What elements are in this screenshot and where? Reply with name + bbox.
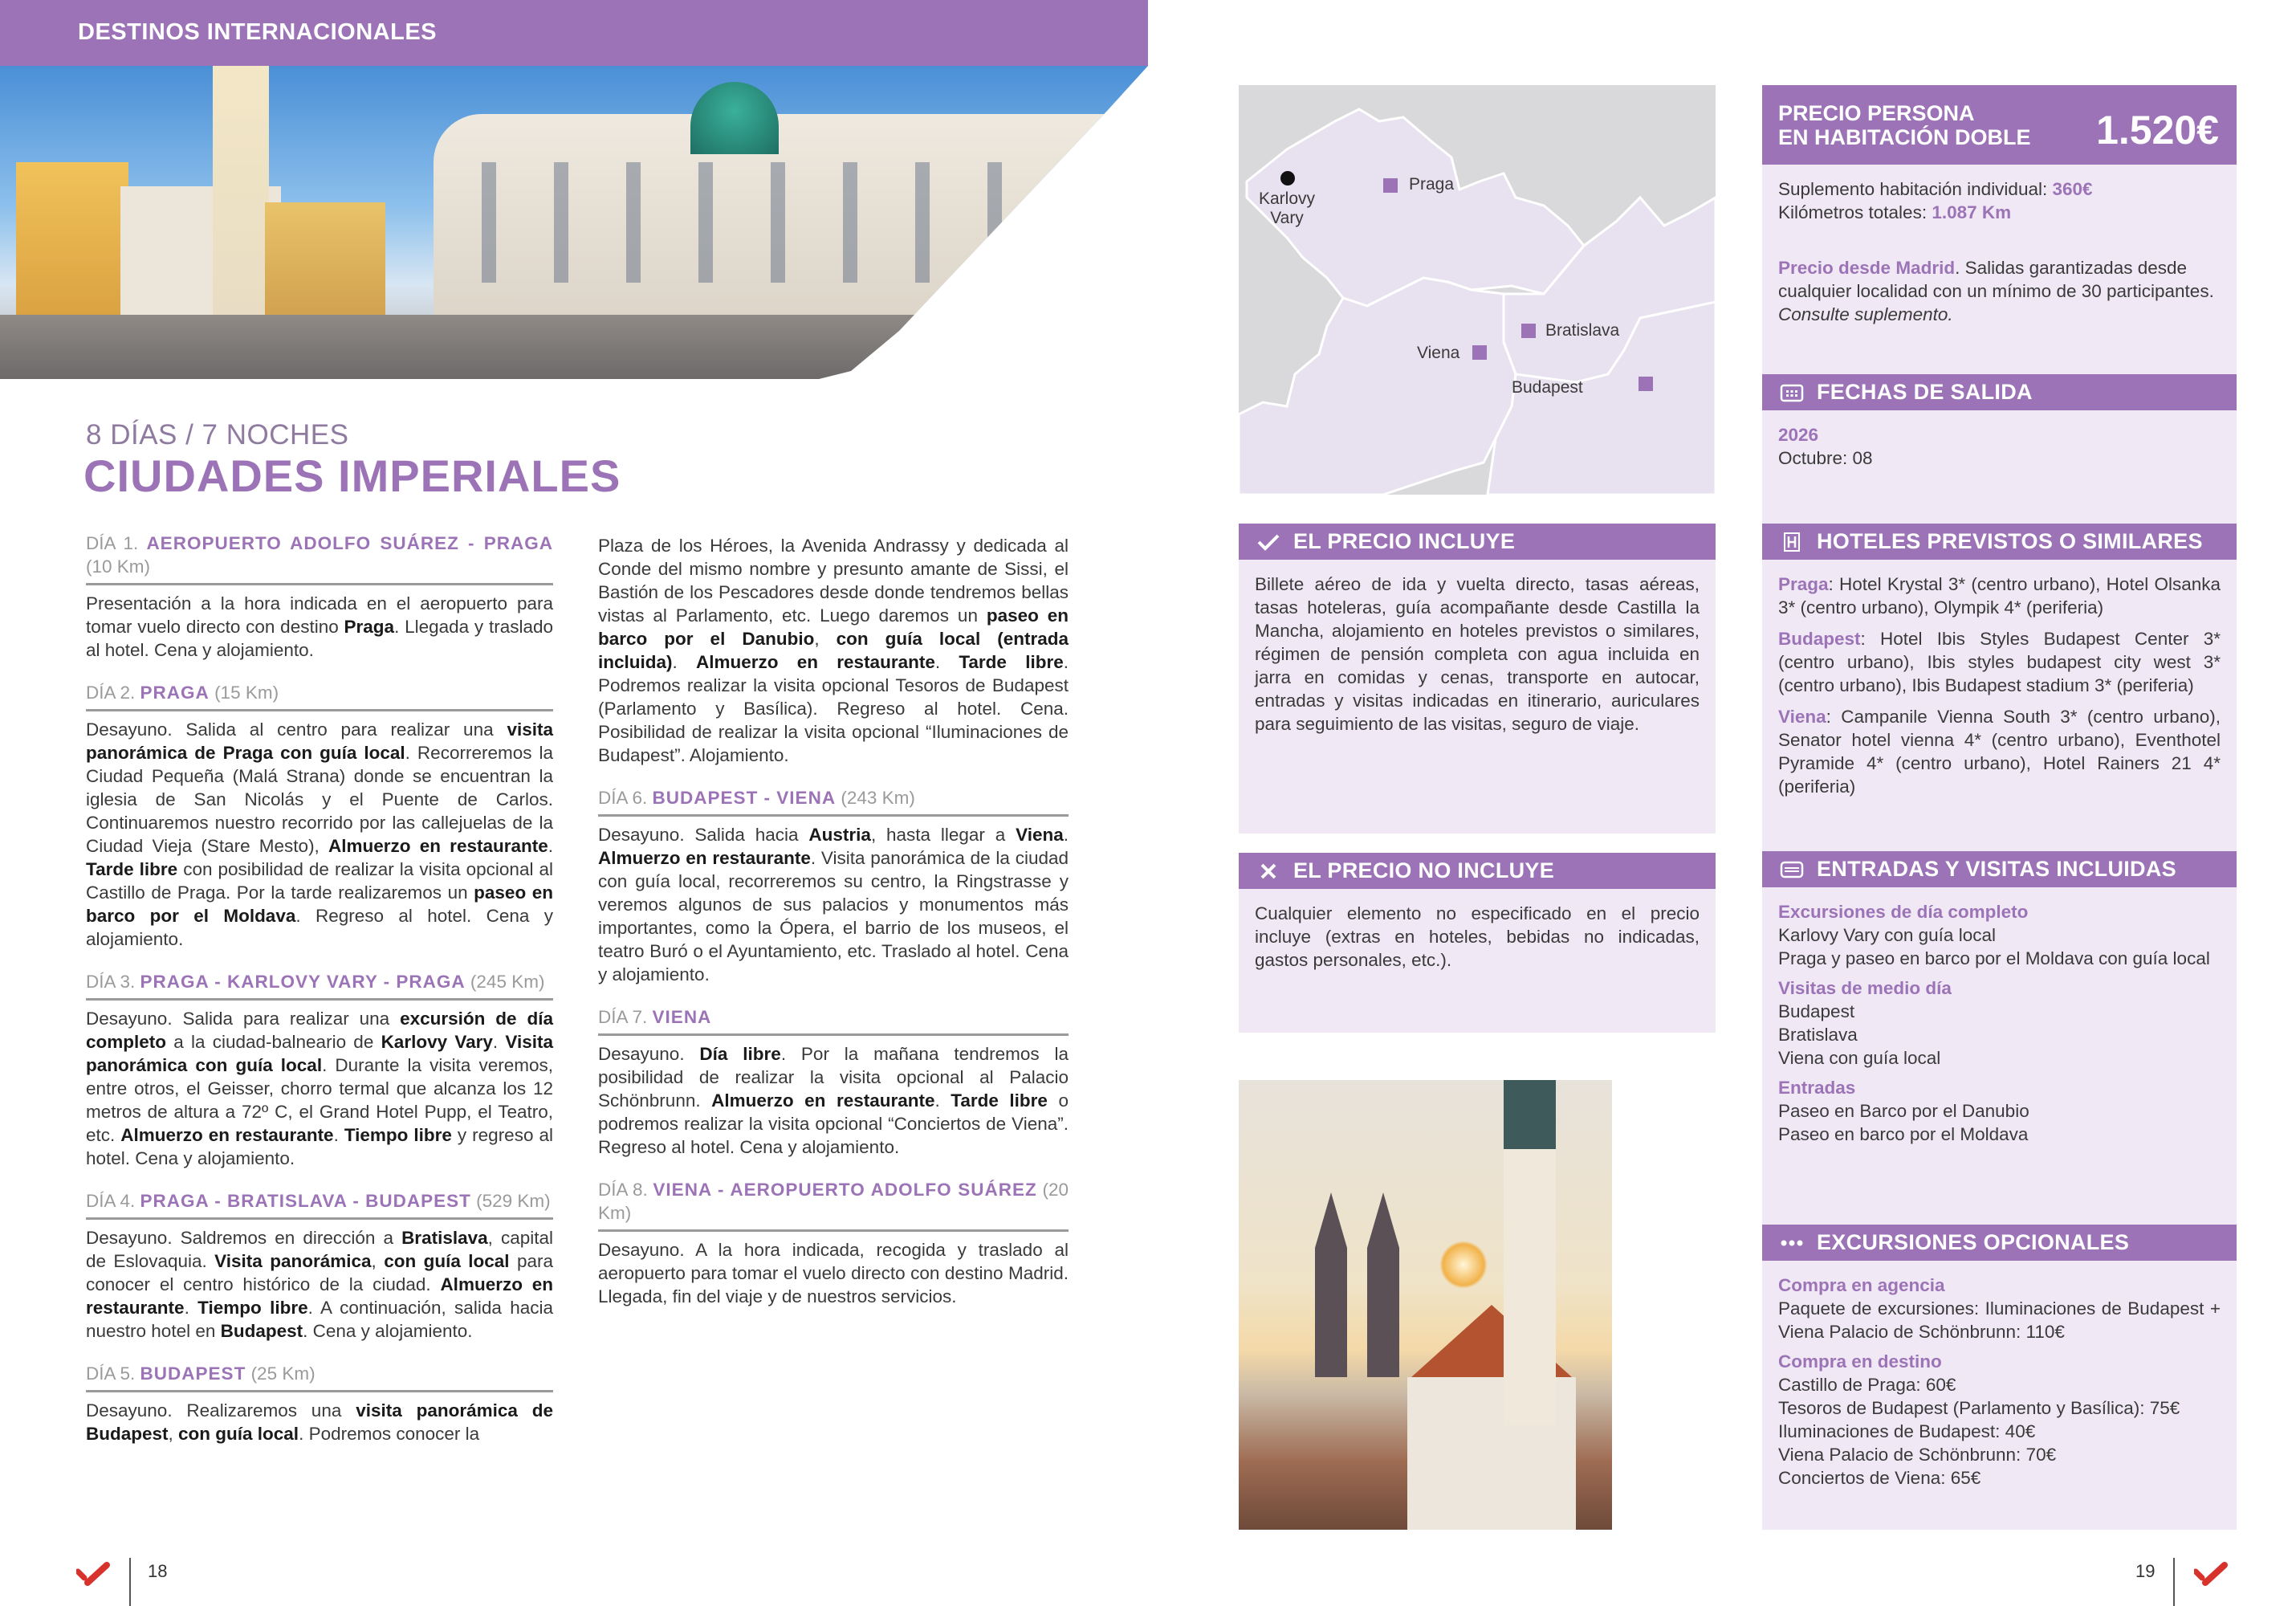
price-label: PRECIO PERSONA EN HABITACIÓN DOBLE bbox=[1778, 101, 2031, 149]
check-icon bbox=[1256, 533, 1280, 551]
list-item: Viena Palacio de Schönbrunn: 70€ bbox=[1778, 1445, 2057, 1465]
departure-dates-title: FECHAS DE SALIDA bbox=[1817, 380, 2033, 404]
price-amount: 1.520€ bbox=[2096, 108, 2219, 153]
optional-excursions-title: EXCURSIONES OPCIONALES bbox=[1817, 1230, 2130, 1254]
day-heading: DÍA 3. PRAGA - KARLOVY VARY - PRAGA (245 Km) bbox=[86, 970, 553, 1001]
dots-icon bbox=[1780, 1239, 1804, 1247]
day-heading: DÍA 6. BUDAPEST - VIENA (243 Km) bbox=[598, 786, 1069, 817]
hotel-city-entry: Praga: Hotel Krystal 3* (centro urbano), Hotel Olsanka 3* (centro urbano), Olympik 4* (periferia) bbox=[1778, 574, 2221, 618]
hotels-header bbox=[1762, 524, 2237, 560]
price-excludes-text: Cualquier elemento no especificado en el precio incluye (extras en hoteles, bebidas no indicadas, gastos personales, etc.). bbox=[1255, 903, 1700, 970]
list-item: Budapest bbox=[1778, 1001, 1855, 1021]
itinerary-day-6 bbox=[598, 786, 1069, 986]
viena-marker bbox=[1472, 345, 1487, 360]
list-group bbox=[1778, 1274, 2221, 1343]
day-description: Desayuno. Saldremos en dirección a Bratislava, capital de Eslovaquia. Visita panorámica, con guía local para conocer el centro histórico de la ciudad. Almuerzo en restaurante. Tiempo libre. A continuación, salida hacia nuestro hotel en Budapest. Cena y alojamiento. bbox=[86, 1228, 554, 1341]
list-item: Paquete de excursiones: Iluminaciones de Budapest + Viena Palacio de Schönbrunn: 110€ bbox=[1778, 1298, 2221, 1342]
price-from-label: Precio desde Madrid bbox=[1778, 258, 1956, 278]
day-description: Desayuno. Salida al centro para realizar una visita panorámica de Praga con guía local. Recorreremos la Ciudad Pequeña (Malá Strana) donde se encuentran la iglesia de San Nicolás y el Puente de Carlos. Continuaremos nuestro recorrido por las callejuelas de la Ciudad Vieja (Stare Mesto), Almuerzo en restaurante. Tarde libre con posibilidad de realizar la visita opcional al Castillo de Praga. Por la tarde realizaremos un paseo en barco por el Moldava. Regreso al hotel. Cena y alojamiento. bbox=[86, 719, 554, 949]
price-includes-text: Billete aéreo de ida y vuelta directo, tasas aéreas, tasas hoteleras, guía acompañante desde Castilla la Mancha, alojamiento en hoteles previstos o similares, régimen de pensión completa con agua incluida en jarra en comidas y cenas, transporte en autocar, entradas y visitas indicadas en itinerario, auriculares para seguimiento de las visitas, seguro de viaje. bbox=[1255, 574, 1700, 734]
list-item: Paseo en barco por el Moldava bbox=[1778, 1124, 2029, 1144]
list-group bbox=[1778, 900, 2221, 970]
price-box bbox=[1762, 85, 2237, 374]
footer-divider-right bbox=[2173, 1558, 2175, 1606]
list-item: Bratislava bbox=[1778, 1025, 1858, 1045]
list-item: Viena con guía local bbox=[1778, 1048, 1941, 1068]
day-heading: DÍA 2. PRAGA (15 Km) bbox=[86, 681, 553, 711]
price-includes-box bbox=[1239, 524, 1716, 834]
list-group bbox=[1778, 976, 2221, 1070]
map-regions bbox=[1239, 85, 1716, 495]
day-description: Desayuno. Realizaremos una visita panorámica de Budapest, con guía local. Podremos conocer la bbox=[86, 1400, 553, 1444]
day-heading: DÍA 4. PRAGA - BRATISLAVA - BUDAPEST (529 Km) bbox=[86, 1189, 553, 1220]
list-item: Castillo de Praga: 60€ bbox=[1778, 1375, 1956, 1395]
optional-excursions-list bbox=[1762, 1261, 2237, 1509]
praga-marker bbox=[1383, 178, 1398, 193]
tour-duration: 8 DÍAS / 7 NOCHES bbox=[86, 419, 349, 450]
list-item: Paseo en Barco por el Danubio bbox=[1778, 1101, 2029, 1121]
included-visits-box bbox=[1762, 851, 2237, 1225]
price-excludes-header bbox=[1239, 853, 1716, 889]
bratislava-marker bbox=[1521, 324, 1536, 338]
hotels-list bbox=[1762, 560, 2237, 819]
footer-divider-left bbox=[129, 1558, 131, 1606]
section-label: DESTINOS INTERNACIONALES bbox=[78, 19, 438, 45]
list-group-heading: Visitas de medio día bbox=[1778, 978, 1952, 998]
price-details: Suplemento habitación individual: 360€ Kilómetros totales: 1.087 Km Precio desde Madrid. Salidas garantizadas desde cualquier localidad con un mínimo de 30 participantes. Consulte suplemento. bbox=[1778, 179, 2214, 324]
list-group bbox=[1778, 1350, 2221, 1490]
departure-year: 2026 bbox=[1778, 425, 1819, 445]
hero-image-vienna bbox=[0, 66, 1148, 379]
price-includes-title: EL PRECIO INCLUYE bbox=[1293, 529, 1516, 553]
price-header bbox=[1762, 85, 2237, 165]
itinerary-column-middle bbox=[598, 534, 1069, 1327]
day-heading: DÍA 7. VIENA bbox=[598, 1005, 1069, 1036]
optional-excursions-header bbox=[1762, 1225, 2237, 1261]
map-label-budapest: Budapest bbox=[1512, 378, 1583, 397]
calendar-icon bbox=[1780, 383, 1804, 402]
hotel-city-entry: Viena: Campanile Vienna South 3* (centro urbano), Senator hotel vienna 4* (centro urbano), Eventhotel Pyramide 4* (centro urbano), Hotel Rainers 21 4* (periferia) bbox=[1778, 707, 2221, 797]
single-supplement-value: 360€ bbox=[2052, 179, 2093, 199]
day-description: Desayuno. A la hora indicada, recogida y traslado al aeropuerto para tomar el vuelo directo con destino Madrid. Llegada, fin del viaje y de nuestros servicios. bbox=[598, 1240, 1069, 1306]
day-description: Desayuno. Día libre. Por la mañana tendremos la posibilidad de realizar la visita opcional al Palacio Schönbrunn. Almuerzo en restaurante. Tarde libre o podremos realizar la visita opcional “Conciertos de Viena”. Regreso al hotel. Cena y alojamiento. bbox=[598, 1044, 1069, 1157]
itinerary-day-1 bbox=[86, 532, 553, 662]
route-map bbox=[1239, 85, 1716, 495]
map-label-karlovy-vary: Karlovy Vary bbox=[1259, 190, 1316, 227]
list-item: Praga y paseo en barco por el Moldava con guía local bbox=[1778, 948, 2210, 968]
list-item: Karlovy Vary con guía local bbox=[1778, 925, 1996, 945]
tour-title: CIUDADES IMPERIALES bbox=[83, 450, 621, 501]
itinerary-day-8 bbox=[598, 1178, 1069, 1308]
included-visits-list bbox=[1762, 887, 2237, 1165]
day-description: Desayuno. Salida hacia Austria, hasta llegar a Viena. Almuerzo en restaurante. Visita panorámica de la ciudad con guía local, recorreremos su centro, la Ringstrasse y veremos algunos de sus palacios y monumentos más importantes, como la Ópera, el barrio de los museos, el teatro Buró o el Ayuntamiento, etc. Traslado al hotel. Cena y alojamiento. bbox=[598, 825, 1069, 984]
ticket-icon bbox=[1780, 861, 1804, 878]
list-item: Conciertos de Viena: 65€ bbox=[1778, 1468, 1981, 1488]
included-visits-header bbox=[1762, 851, 2237, 887]
price-includes-header bbox=[1239, 524, 1716, 560]
itinerary-day-4 bbox=[86, 1189, 553, 1343]
brand-logo-left bbox=[76, 1562, 110, 1586]
departure-dates-box bbox=[1762, 374, 2237, 524]
day-description: Desayuno. Salida para realizar una excursión de día completo a la ciudad-balneario de Karlovy Vary. Visita panorámica con guía local. Durante la visita veremos, entre otros, el Geisser, chorro termal que alcanza los 12 metros de altura a 72º C, el Grand Hotel Pupp, el Teatro, etc. Almuerzo en restaurante. Tiempo libre y regreso al hotel. Cena y alojamiento. bbox=[86, 1009, 554, 1168]
list-item: Iluminaciones de Budapest: 40€ bbox=[1778, 1421, 2036, 1441]
list-group-heading: Excursiones de día completo bbox=[1778, 902, 2029, 922]
itinerary-day-2 bbox=[86, 681, 553, 951]
itinerary-column-left bbox=[86, 532, 553, 1465]
map-label-viena: Viena bbox=[1417, 344, 1460, 362]
list-item: Tesoros de Budapest (Parlamento y Basílica): 75€ bbox=[1778, 1398, 2180, 1418]
karlovy-vary-marker bbox=[1280, 171, 1295, 185]
departure-dates-header bbox=[1762, 374, 2237, 410]
optional-excursions-box bbox=[1762, 1225, 2237, 1530]
list-group-heading: Compra en agencia bbox=[1778, 1275, 1945, 1295]
map-label-bratislava: Bratislava bbox=[1545, 321, 1620, 340]
page-number-left: 18 bbox=[148, 1561, 168, 1581]
itinerary-day-3 bbox=[86, 970, 553, 1170]
map-label-praga: Praga bbox=[1409, 175, 1455, 194]
hotels-box bbox=[1762, 524, 2237, 851]
hotel-icon bbox=[1780, 532, 1804, 552]
itinerary-day-7 bbox=[598, 1005, 1069, 1159]
included-visits-title: ENTRADAS Y VISITAS INCLUIDAS bbox=[1817, 857, 2176, 881]
departure-date: Octubre: 08 bbox=[1778, 448, 1873, 468]
close-icon bbox=[1256, 862, 1280, 880]
page-number-right: 19 bbox=[2135, 1561, 2156, 1581]
list-group-heading: Entradas bbox=[1778, 1078, 1856, 1098]
itinerary-day-5 bbox=[86, 1362, 553, 1445]
price-excludes-title: EL PRECIO NO INCLUYE bbox=[1293, 858, 1555, 882]
list-group bbox=[1778, 1076, 2221, 1146]
day-heading: DÍA 8. VIENA - AEROPUERTO ADOLFO SUÁREZ (20 Km) bbox=[598, 1178, 1069, 1232]
price-excludes-box bbox=[1239, 853, 1716, 1033]
brand-logo-right bbox=[2194, 1562, 2228, 1586]
prague-photo bbox=[1239, 1080, 1612, 1530]
list-group-heading: Compra en destino bbox=[1778, 1351, 1942, 1372]
budapest-marker bbox=[1639, 377, 1653, 391]
day-heading: DÍA 1. AEROPUERTO ADOLFO SUÁREZ - PRAGA (10 Km) bbox=[86, 532, 553, 585]
day-5-continued: Plaza de los Héroes, la Avenida Andrassy y dedicada al Conde del mismo nombre y presunto amante de Sissi, el Bastión de los Pescadores desde donde tendremos bellas vistas al Parlamento, etc. Luego daremos un paseo en barco por el Danubio, con guía local (entrada incluida). Almuerzo en restaurante. Tarde libre. Podremos realizar la visita opcional Tesoros de Budapest (Parlamento y Basílica). Regreso al hotel. Cena. Posibilidad de realizar la visita opcional “Iluminaciones de Budapest”. Alojamiento. bbox=[598, 536, 1069, 765]
day-heading: DÍA 5. BUDAPEST (25 Km) bbox=[86, 1362, 553, 1392]
section-header-bar bbox=[0, 0, 1148, 66]
hotel-city-entry: Budapest: Hotel Ibis Styles Budapest Center 3* (centro urbano), Ibis styles budapest city west 3* (centro urbano), Ibis Budapest stadium 3* (periferia) bbox=[1778, 629, 2221, 695]
hotels-title: HOTELES PREVISTOS O SIMILARES bbox=[1817, 529, 2203, 553]
total-km-value: 1.087 Km bbox=[1932, 202, 2012, 222]
day-description: Presentación a la hora indicada en el aeropuerto para tomar vuelo directo con destino Praga. Llegada y traslado al hotel. Cena y alojamiento. bbox=[86, 593, 553, 660]
